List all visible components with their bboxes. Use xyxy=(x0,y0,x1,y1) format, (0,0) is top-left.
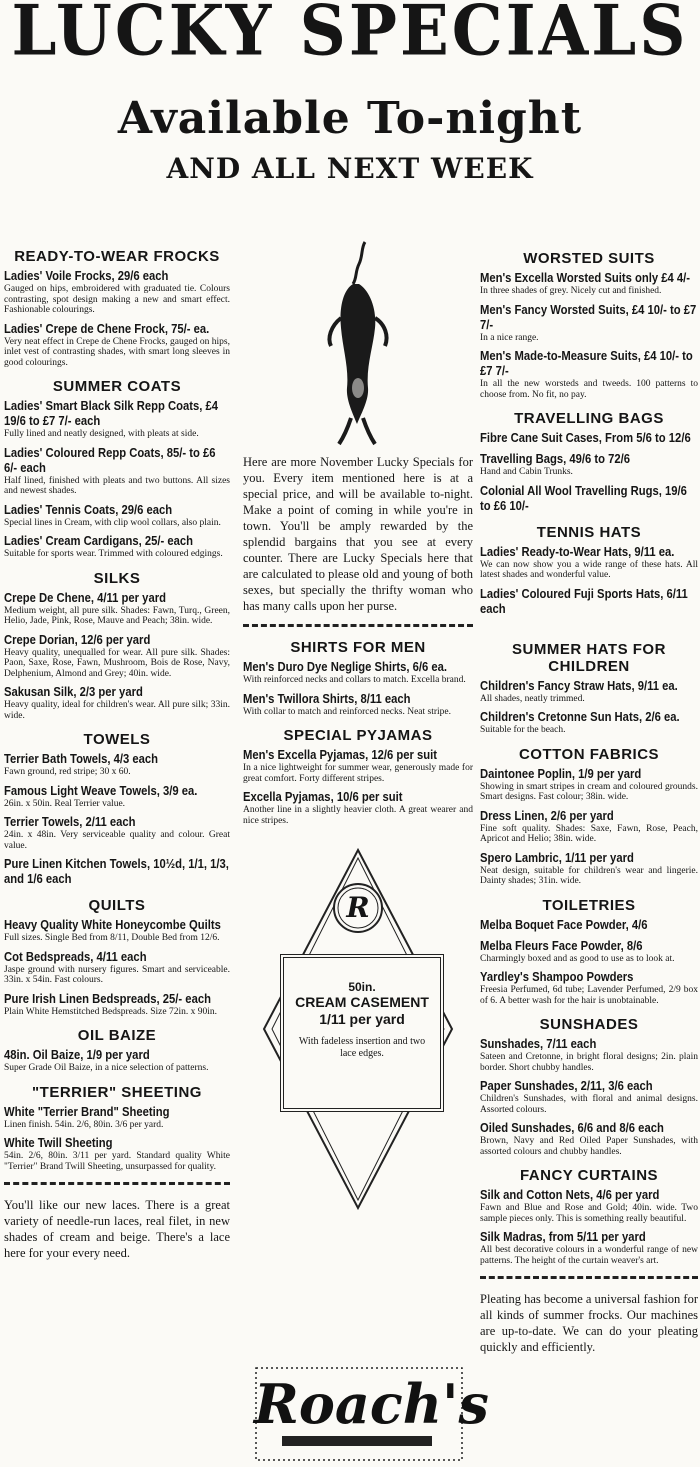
item-description: In a nice range. xyxy=(480,332,539,343)
item-description: All shades, neatly trimmed. xyxy=(480,693,585,704)
list-item xyxy=(480,545,698,581)
item-name: Men's Made-to-Measure Suits, £4 10/- to £7 7/- xyxy=(480,349,693,378)
item-name: Ladies' Coloured Repp Coats, 85/- to £6 6/- each xyxy=(4,445,216,475)
section-heading: SPECIAL PYJAMAS xyxy=(283,727,433,744)
section-worsted xyxy=(480,271,698,400)
section-pyjamas xyxy=(243,748,473,826)
section-heading: TOWELS xyxy=(83,731,151,748)
item-description: Half lined, finished with pleats and two buttons. All sizes and newest shades. xyxy=(4,475,230,496)
item-name: Oiled Sunshades, 6/6 and 8/6 each xyxy=(480,1121,664,1135)
section-curtains xyxy=(480,1188,698,1266)
list-item xyxy=(480,1121,698,1157)
promo-width: 50in. xyxy=(348,980,376,994)
item-description: Very neat effect in Crepe de Chene Frocks, gauged on hips, inlet vest of contrasting shades, with smart long sleeves in good colourings. xyxy=(4,336,230,368)
item-description: We can now show you a wide range of these hats. All latest shades and wonderful value. xyxy=(480,559,698,580)
list-item xyxy=(480,484,698,514)
list-item xyxy=(480,1079,698,1115)
list-item xyxy=(480,918,698,933)
intro-paragraph: Here are more November Lucky Specials for you. Every item mentioned here is at a special price, and will be available to-night. Make a point of coming in while you're in town. You'll be amply rewarded by the splendid bargains that you see at every counter. There are Lucky Specials here that are calculated to please old and young of both sexes, but specially the thrifty woman who has many calls upon her purse. xyxy=(243,455,473,613)
list-item xyxy=(243,748,473,784)
item-name: Pure Irish Linen Bedspreads, 25/- each xyxy=(4,991,211,1006)
list-item xyxy=(4,918,230,944)
list-item xyxy=(480,1188,698,1224)
item-description: Fine soft quality. Shades: Saxe, Fawn, Rose, Peach, Apricot and Helio; 38in. wide. xyxy=(480,823,698,844)
list-item xyxy=(4,446,230,497)
list-item xyxy=(480,767,698,803)
item-name: Cot Bedspreads, 4/11 each xyxy=(4,949,147,964)
item-description: In a nice lightweight for summer wear, generously made for great comfort. Forty different stripes. xyxy=(243,763,473,784)
item-name: Colonial All Wool Travelling Rugs, 19/6 to £6 10/- xyxy=(480,483,687,513)
section-heading: COTTON FABRICS xyxy=(518,745,660,763)
list-item xyxy=(4,534,230,560)
item-name: Yardley's Shampoo Powders xyxy=(480,970,634,984)
item-name: Melba Fleurs Face Powder, 8/6 xyxy=(480,938,643,953)
divider xyxy=(4,1182,230,1185)
r-badge: R xyxy=(346,891,370,924)
headline: LUCKY SPECIALS xyxy=(11,0,689,72)
list-item xyxy=(4,269,230,316)
item-name: Crepe Dorian, 12/6 per yard xyxy=(4,632,151,647)
item-description: 24in. x 48in. Very serviceable quality and colour. Great value. xyxy=(4,830,230,851)
section-frocks xyxy=(4,269,230,368)
section-heading: WORSTED SUITS xyxy=(523,250,655,267)
section-bags xyxy=(480,431,698,514)
item-description: All best decorative colours in a wonderful range of new patterns. The height of the curtain weaver's art. xyxy=(480,1245,698,1266)
list-item xyxy=(4,950,230,986)
lucky-cat-illustration xyxy=(313,238,403,448)
section-heading: QUILTS xyxy=(88,897,146,914)
list-item xyxy=(243,692,473,718)
item-name: Men's Fancy Worsted Suits, £4 10/- to £7 7/- xyxy=(480,302,697,332)
right-column xyxy=(480,250,698,1355)
list-item xyxy=(480,349,698,400)
section-toiletries xyxy=(480,918,698,1007)
item-name: Ladies' Crepe de Chene Frock, 75/- ea. xyxy=(4,321,210,336)
left-column xyxy=(4,248,230,1261)
divider xyxy=(480,1276,698,1279)
item-description: With collar to match and reinforced necks. Neat stripe. xyxy=(243,706,452,717)
item-description: Jaspe ground with nursery figures. Smart and serviceable. 33in. x 54in. Fast colours. xyxy=(4,964,230,985)
section-sunshades xyxy=(480,1037,698,1157)
list-item xyxy=(480,271,698,297)
list-item xyxy=(480,452,698,478)
item-name: Men's Twillora Shirts, 8/11 each xyxy=(243,691,411,706)
roachs-logo xyxy=(254,1366,489,1462)
list-item xyxy=(4,1105,230,1131)
casement-promo xyxy=(258,844,458,1214)
item-description: With reinforced necks and collars to match. Excella brand. xyxy=(243,675,466,685)
item-name: Spero Lambric, 1/11 per yard xyxy=(480,850,634,865)
section-heading: TENNIS HATS xyxy=(536,523,642,541)
list-item xyxy=(4,633,230,680)
item-description: Suitable for sports wear. Trimmed with coloured edgings. xyxy=(4,549,223,559)
item-description: Charmingly boxed and as good to use as to look at. xyxy=(480,953,675,964)
list-item xyxy=(4,399,230,440)
item-name: Children's Fancy Straw Hats, 9/11 ea. xyxy=(480,678,678,693)
item-name: Ladies' Cream Cardigans, 25/- each xyxy=(4,534,194,548)
item-name: Men's Excella Pyjamas, 12/6 per suit xyxy=(243,748,438,762)
item-name: Melba Boquet Face Powder, 4/6 xyxy=(480,917,648,932)
item-name: White "Terrier Brand" Sheeting xyxy=(4,1104,170,1119)
list-item xyxy=(480,970,698,1006)
item-name: Men's Duro Dye Neglige Shirts, 6/6 ea. xyxy=(243,660,447,674)
item-name: Ladies' Voile Frocks, 29/6 each xyxy=(4,269,169,283)
item-description: Plain White Hemstitched Bedspreads. Size 72in. x 90in. xyxy=(4,1006,218,1017)
item-description: Super Grade Oil Baize, in a nice selection of patterns. xyxy=(4,1063,209,1073)
item-description: Fully lined and neatly designed, with pleats at side. xyxy=(4,429,199,439)
section-heading: SILKS xyxy=(93,569,141,587)
casement-box xyxy=(280,954,444,1112)
list-item xyxy=(4,1136,230,1172)
section-coats xyxy=(4,399,230,560)
item-description: Sateen and Cretonne, in bright floral designs; 2in. plain border. Short chubby handles. xyxy=(480,1052,698,1073)
item-description: Neat design, suitable for children's wear and lingerie. Dainty shades; 31in. wide. xyxy=(480,865,698,886)
item-name: Sakusan Silk, 2/3 per yard xyxy=(4,685,143,699)
item-description: In all the new worsteds and tweeds. 100 patterns to choose from. No fit, no pay. xyxy=(480,379,698,400)
item-name: Fibre Cane Suit Cases, From 5/6 to 12/6 xyxy=(480,431,691,445)
list-item xyxy=(4,784,230,810)
logo-text: Roach's xyxy=(254,1372,489,1436)
section-cotton xyxy=(480,767,698,887)
subheadline: Available To-night xyxy=(117,93,583,144)
list-item xyxy=(480,851,698,887)
item-description: Heavy quality, ideal for children's wear. All pure silk; 33in. wide. xyxy=(4,700,230,721)
list-item xyxy=(480,1230,698,1266)
section-heading: READY-TO-WEAR FROCKS xyxy=(14,248,220,265)
list-item xyxy=(4,591,230,627)
list-item xyxy=(480,809,698,845)
section-heading: TOILETRIES xyxy=(542,896,636,914)
list-item xyxy=(4,752,230,778)
middle-column xyxy=(243,238,473,1214)
section-summer-hats xyxy=(480,679,698,736)
list-item xyxy=(4,322,230,369)
item-name: Daintonee Poplin, 1/9 per yard xyxy=(480,766,642,781)
item-description: Suitable for the beach. xyxy=(480,725,566,735)
item-description: Fawn and Blue and Rose and Gold; 40in. wide. Two sample pieces only. This is something really beautiful. xyxy=(480,1203,698,1224)
item-description: Medium weight, all pure silk. Shades: Fawn, Turq., Green, Helio, Jade, Pink, Rose, Mauve and Peach; 38in. wide. xyxy=(4,605,230,626)
item-name: Ladies' Coloured Fuji Sports Hats, 6/11 each xyxy=(480,586,688,616)
section-heading: FANCY CURTAINS xyxy=(519,1167,659,1184)
item-name: Terrier Bath Towels, 4/3 each xyxy=(4,752,159,766)
list-item xyxy=(480,587,698,617)
tagline: AND ALL NEXT WEEK xyxy=(166,152,534,185)
list-item xyxy=(480,1037,698,1073)
item-description: Another line in a slightly heavier cloth. A great wearer and nice stripes. xyxy=(243,805,473,826)
item-description: Children's Sunshades, with floral and animal designs. Assorted colours. xyxy=(480,1094,698,1115)
item-name: Pure Linen Kitchen Towels, 10½d, 1/1, 1/3, and 1/6 each xyxy=(4,857,229,886)
section-heading: OIL BAIZE xyxy=(77,1027,157,1044)
item-description: 26in. x 50in. Real Terrier value. xyxy=(4,798,126,809)
item-description: In three shades of grey. Nicely cut and finished. xyxy=(480,286,662,296)
list-item xyxy=(480,431,698,446)
item-name: Ladies' Smart Black Silk Repp Coats, £4 19/6 to £7 7/- each xyxy=(4,399,219,428)
section-heading: TRAVELLING BAGS xyxy=(514,410,664,427)
list-item xyxy=(480,710,698,736)
laces-paragraph: You'll like our new laces. There is a great variety of needle-run laces, real filet, in new shades of cream and beige. There's a lace here for your every need. xyxy=(4,1198,230,1260)
item-description: Heavy quality, unequalled for wear. All pure silk. Shades: Paon, Saxe, Rose, Fawn, Mushroom, Bois de Rose, Navy, Delphenium, Almond and Grey; 40in. wide. xyxy=(4,647,230,679)
section-baize xyxy=(4,1048,230,1074)
list-item xyxy=(4,685,230,721)
list-item xyxy=(480,939,698,965)
item-name: 48in. Oil Baize, 1/9 per yard xyxy=(4,1048,150,1062)
pleating-paragraph: Pleating has become a universal fashion for all kinds of summer frocks. Our machines are up-to-date. We can do your pleating quickly and efficiently. xyxy=(480,1292,698,1354)
list-item xyxy=(480,303,698,344)
section-sheeting xyxy=(4,1105,230,1173)
item-name: Heavy Quality White Honeycombe Quilts xyxy=(4,918,221,932)
list-item xyxy=(4,503,230,529)
list-item xyxy=(4,857,230,887)
item-name: Sunshades, 7/11 each xyxy=(480,1037,597,1051)
item-description: Linen finish. 54in. 2/6, 80in. 3/6 per yard. xyxy=(4,1119,164,1130)
section-heading: SUNSHADES xyxy=(539,1016,639,1033)
section-shirts xyxy=(243,660,473,717)
item-name: Crepe De Chene, 4/11 per yard xyxy=(4,590,166,605)
list-item xyxy=(480,679,698,705)
masthead xyxy=(0,0,700,186)
section-heading: SUMMER HATS FOR CHILDREN xyxy=(512,640,666,675)
list-item xyxy=(4,1048,230,1074)
item-description: 54in. 2/6, 80in. 3/11 per yard. Standard quality White "Terrier" Brand Twill Sheeting, unsurpassed for quality. xyxy=(4,1151,230,1172)
item-name: Dress Linen, 2/6 per yard xyxy=(480,808,614,823)
list-item xyxy=(243,790,473,826)
item-name: Ladies' Tennis Coats, 29/6 each xyxy=(4,502,173,517)
divider xyxy=(243,624,473,627)
item-name: Silk and Cotton Nets, 4/6 per yard xyxy=(480,1188,660,1202)
promo-name: CREAM CASEMENT xyxy=(295,994,429,1010)
item-name: Terrier Towels, 2/11 each xyxy=(4,815,136,829)
item-name: Excella Pyjamas, 10/6 per suit xyxy=(243,790,403,804)
item-name: Silk Madras, from 5/11 per yard xyxy=(480,1230,646,1244)
item-description: Gauged on hips, embroidered with graduated tie. Colours contrasting, spot design making a new and smart effect. Fashionable colourings. xyxy=(4,284,230,315)
list-item xyxy=(243,660,473,686)
item-description: Hand and Cabin Trunks. xyxy=(480,467,573,477)
item-name: Paper Sunshades, 2/11, 3/6 each xyxy=(480,1079,653,1093)
section-heading: SHIRTS FOR MEN xyxy=(290,639,426,656)
item-name: Travelling Bags, 49/6 to 72/6 xyxy=(480,452,631,466)
item-description: Freesia Perfumed, 6d tube; Lavender Perfumed, 2/9 box of 6. A better wash for the hair is unobtainable. xyxy=(480,985,698,1006)
promo-price: 1/11 per yard xyxy=(319,1011,405,1027)
promo-note: With fadeless insertion and two lace edges. xyxy=(298,1036,426,1059)
item-name: White Twill Sheeting xyxy=(4,1136,113,1150)
item-description: Full sizes. Single Bed from 8/11, Double Bed from 12/6. xyxy=(4,933,220,943)
section-quilts xyxy=(4,918,230,1017)
item-description: Brown, Navy and Red Oiled Paper Sunshades, with assorted colours and chubby handles. xyxy=(480,1136,698,1157)
item-description: Fawn ground, red stripe; 30 x 60. xyxy=(4,767,131,777)
section-heading: SUMMER COATS xyxy=(52,378,182,395)
section-tennis xyxy=(480,545,698,617)
item-description: Showing in smart stripes in cream and coloured grounds. Smart designs. Fast colour; 38in. wide. xyxy=(480,781,698,802)
item-name: Ladies' Ready-to-Wear Hats, 9/11 ea. xyxy=(480,544,675,559)
item-name: Children's Cretonne Sun Hats, 2/6 ea. xyxy=(480,710,680,724)
item-name: Famous Light Weave Towels, 3/9 ea. xyxy=(4,783,198,798)
list-item xyxy=(4,815,230,851)
item-description: Special lines in Cream, with clip wool collars, also plain. xyxy=(4,517,221,528)
section-heading: "TERRIER" SHEETING xyxy=(32,1083,202,1101)
section-silks xyxy=(4,591,230,722)
section-towels xyxy=(4,752,230,887)
list-item xyxy=(4,992,230,1018)
item-name: Men's Excella Worsted Suits only £4 4/- xyxy=(480,271,691,285)
